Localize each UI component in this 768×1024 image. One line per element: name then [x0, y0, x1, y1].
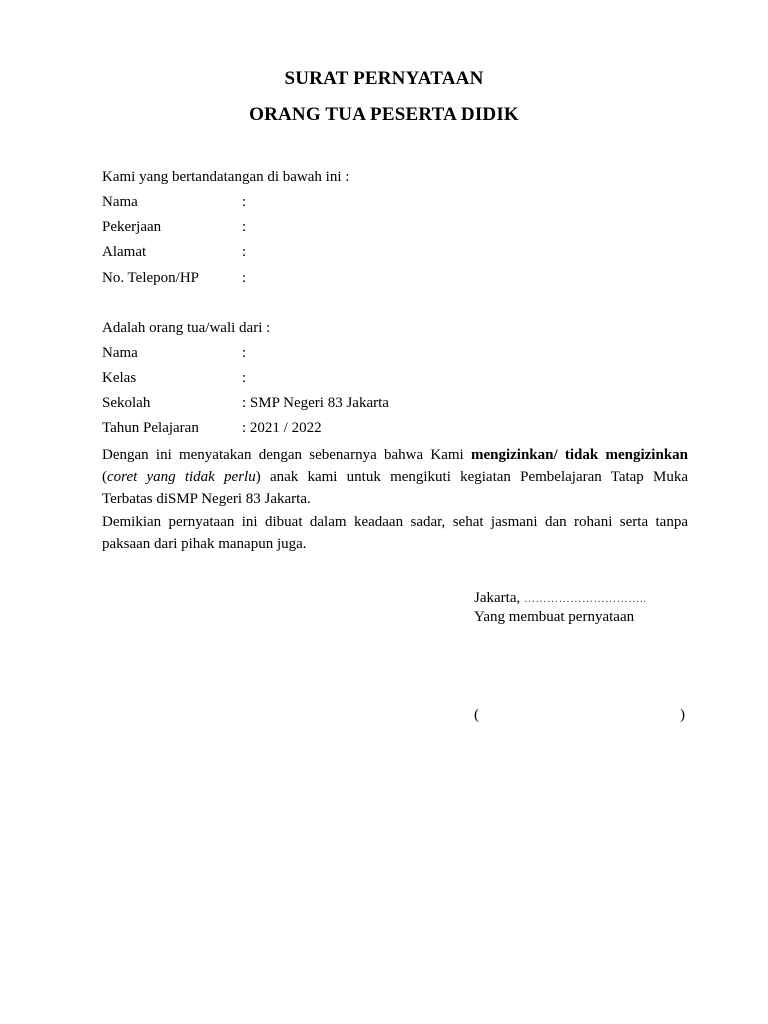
parent-name-value: : — [242, 194, 247, 210]
statement-paren-open: ( — [102, 469, 107, 485]
parent-phone-value: : — [242, 270, 247, 286]
statement-line-2 — [102, 466, 688, 488]
student-year-value: : 2021 / 2022 — [242, 420, 322, 436]
parent-name-label: Nama — [102, 194, 138, 210]
parent-phone-label: No. Telepon/HP — [102, 270, 200, 286]
signature-date-blank: ………………………….. — [523, 593, 647, 605]
statement-line-1 — [102, 444, 688, 466]
student-class-value: : — [242, 370, 247, 386]
parent-job-label: Pekerjaan — [102, 219, 162, 235]
statement-text: Dengan ini menyatakan dengan sebenarnya bahwa Kami — [102, 447, 471, 463]
parent-address-value: : — [242, 244, 247, 260]
signature-name-close-paren: ) — [680, 707, 685, 723]
student-year-label: Tahun Pelajaran — [102, 420, 199, 436]
closing-line-2: paksaan dari pihak manapun juga. — [102, 536, 307, 552]
permission-choice: mengizinkan/ tidak mengizinkan — [470, 447, 688, 463]
student-class-label: Kelas — [102, 370, 137, 386]
signature-place: Jakarta, — [474, 590, 521, 606]
student-school-label: Sekolah — [102, 395, 151, 411]
strike-note: coret yang tidak perlu — [107, 469, 256, 485]
signature-place-date — [474, 590, 647, 607]
student-name-label: Nama — [102, 345, 138, 361]
parent-intro: Kami yang bertandatangan di bawah ini : — [102, 169, 350, 185]
student-school-value: : SMP Negeri 83 Jakarta — [242, 395, 389, 411]
document-title: SURAT PERNYATAAN — [284, 68, 484, 89]
signature-name-open-paren: ( — [474, 707, 479, 723]
student-intro: Adalah orang tua/wali dari : — [102, 320, 271, 336]
closing-paragraph — [102, 511, 688, 555]
document-subtitle: ORANG TUA PESERTA DIDIK — [249, 104, 519, 125]
statement-paragraph — [102, 444, 688, 510]
closing-line-1: Demikian pernyataan ini dibuat dalam keadaan sadar, sehat jasmani dan rohani serta tanpa — [102, 514, 688, 530]
parent-job-value: : — [242, 219, 247, 235]
signature-role: Yang membuat pernyataan — [474, 609, 635, 625]
statement-line-3: Terbatas diSMP Negeri 83 Jakarta. — [102, 491, 311, 507]
parent-address-label: Alamat — [102, 244, 147, 260]
statement-text-2: ) anak kami untuk mengikuti kegiatan Pembelajaran Tatap Muka — [255, 469, 689, 485]
student-name-value: : — [242, 345, 247, 361]
